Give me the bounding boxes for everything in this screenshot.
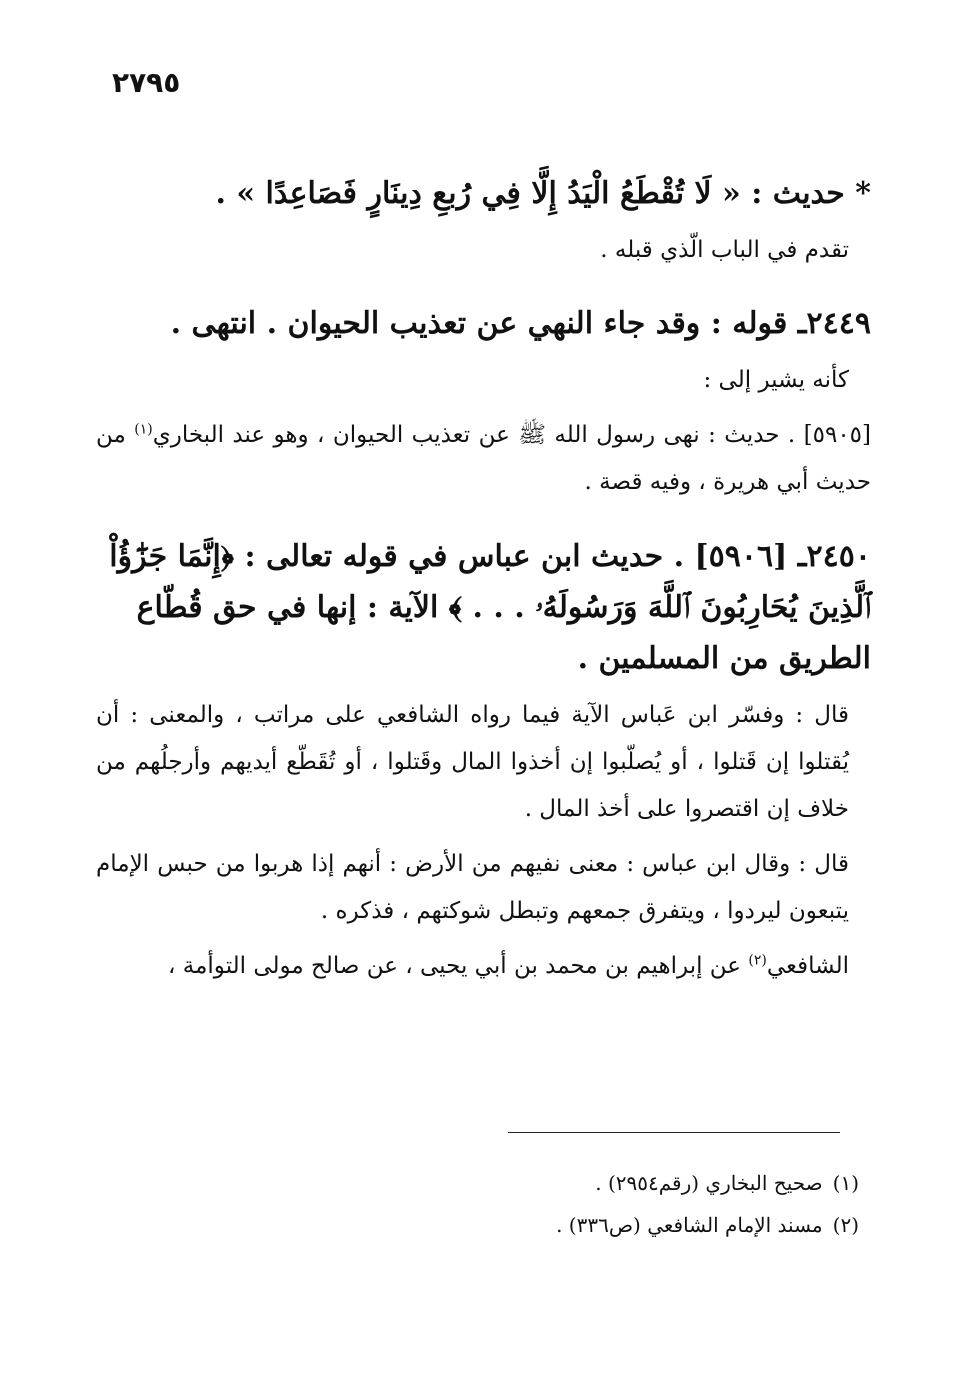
hadith-heading-1: * حديث : « لَا تُقْطَعُ الْيَدُ إِلَّا فِي رُبعِ دِينَارٍ فَصَاعِدًا » . — [215, 176, 871, 211]
hadith-5905-paragraph — [96, 412, 871, 506]
commentary-3-text-end: عن إبراهيم بن محمد بن أبي يحيى ، عن صالح مولى التوأمة ، — [168, 953, 749, 980]
footnote-ref-2[interactable]: (٢) — [748, 952, 767, 969]
commentary-3-text: الشافعي — [766, 953, 849, 980]
footnote-divider — [508, 1132, 840, 1133]
commentary-paragraph-3 — [96, 943, 871, 990]
entry-heading-2449: ٢٤٤٩ـ قوله : وقد جاء النهي عن تعذيب الحيوان . انتهى . — [170, 306, 871, 342]
footnote-2 — [556, 1204, 859, 1246]
commentary-paragraph-2: قال : وقال ابن عباس : معنى نفيهم من الأرض : أنهم إذا هربوا من حبس الإمام يتبعون ليردوا ، ويتفرق جمعهم وتبطل شوكتهم ، فذكره . — [96, 850, 849, 925]
footnote-text: صحيح البخاري (رقم٢٩٥٤) . — [595, 1171, 823, 1195]
footnote-number: (٢) — [832, 1213, 859, 1237]
footnotes — [556, 1162, 859, 1246]
entry-heading-2450: ٢٤٥٠ـ [٥٩٠٦] . حديث ابن عباس في قوله تعالى : ﴿إِنَّمَا جَزَٰٓؤُاْ ٱلَّذِينَ يُحَارِبُونَ ٱللَّهَ وَرَسُولَهُۥ . . . ﴾ الآية : إنها في حق قُطّاع الطريق من المسلمين . — [109, 538, 871, 676]
entry-intro-2449: كأنه يشير إلى : — [703, 367, 849, 394]
footnote-number: (١) — [832, 1171, 859, 1195]
hadith-5905-text-end: من حديث أبي هريرة ، وفيه قصة . — [96, 422, 871, 496]
page-number: ٢٧٩٥ — [112, 66, 181, 99]
page-body — [96, 168, 871, 998]
footnote-ref-1[interactable]: (١) — [134, 421, 153, 438]
commentary-paragraph-1: قال : وفسّر ابن عَباس الآية فيما رواه الشافعي على مراتب ، والمعنى : أن يُقتلوا إن قَتلوا ، أو يُصلّبوا إن أخذوا المال وقَتلوا ، أو تُقَطّع أيديهم وأرجلُهم من خلاف إن اقتصروا على أخذ المال . — [96, 701, 849, 822]
footnote-text: مسند الإمام الشافعي (ص٣٣٦) . — [556, 1213, 823, 1237]
footnote-1 — [556, 1162, 859, 1204]
hadith-5905-text: [٥٩٠٥] . حديث : نهى رسول الله ﷺ عن تعذيب الحيوان ، وهو عند البخاري — [152, 422, 872, 449]
hadith-note-1: تقدم في الباب الّذي قبله . — [600, 237, 849, 263]
